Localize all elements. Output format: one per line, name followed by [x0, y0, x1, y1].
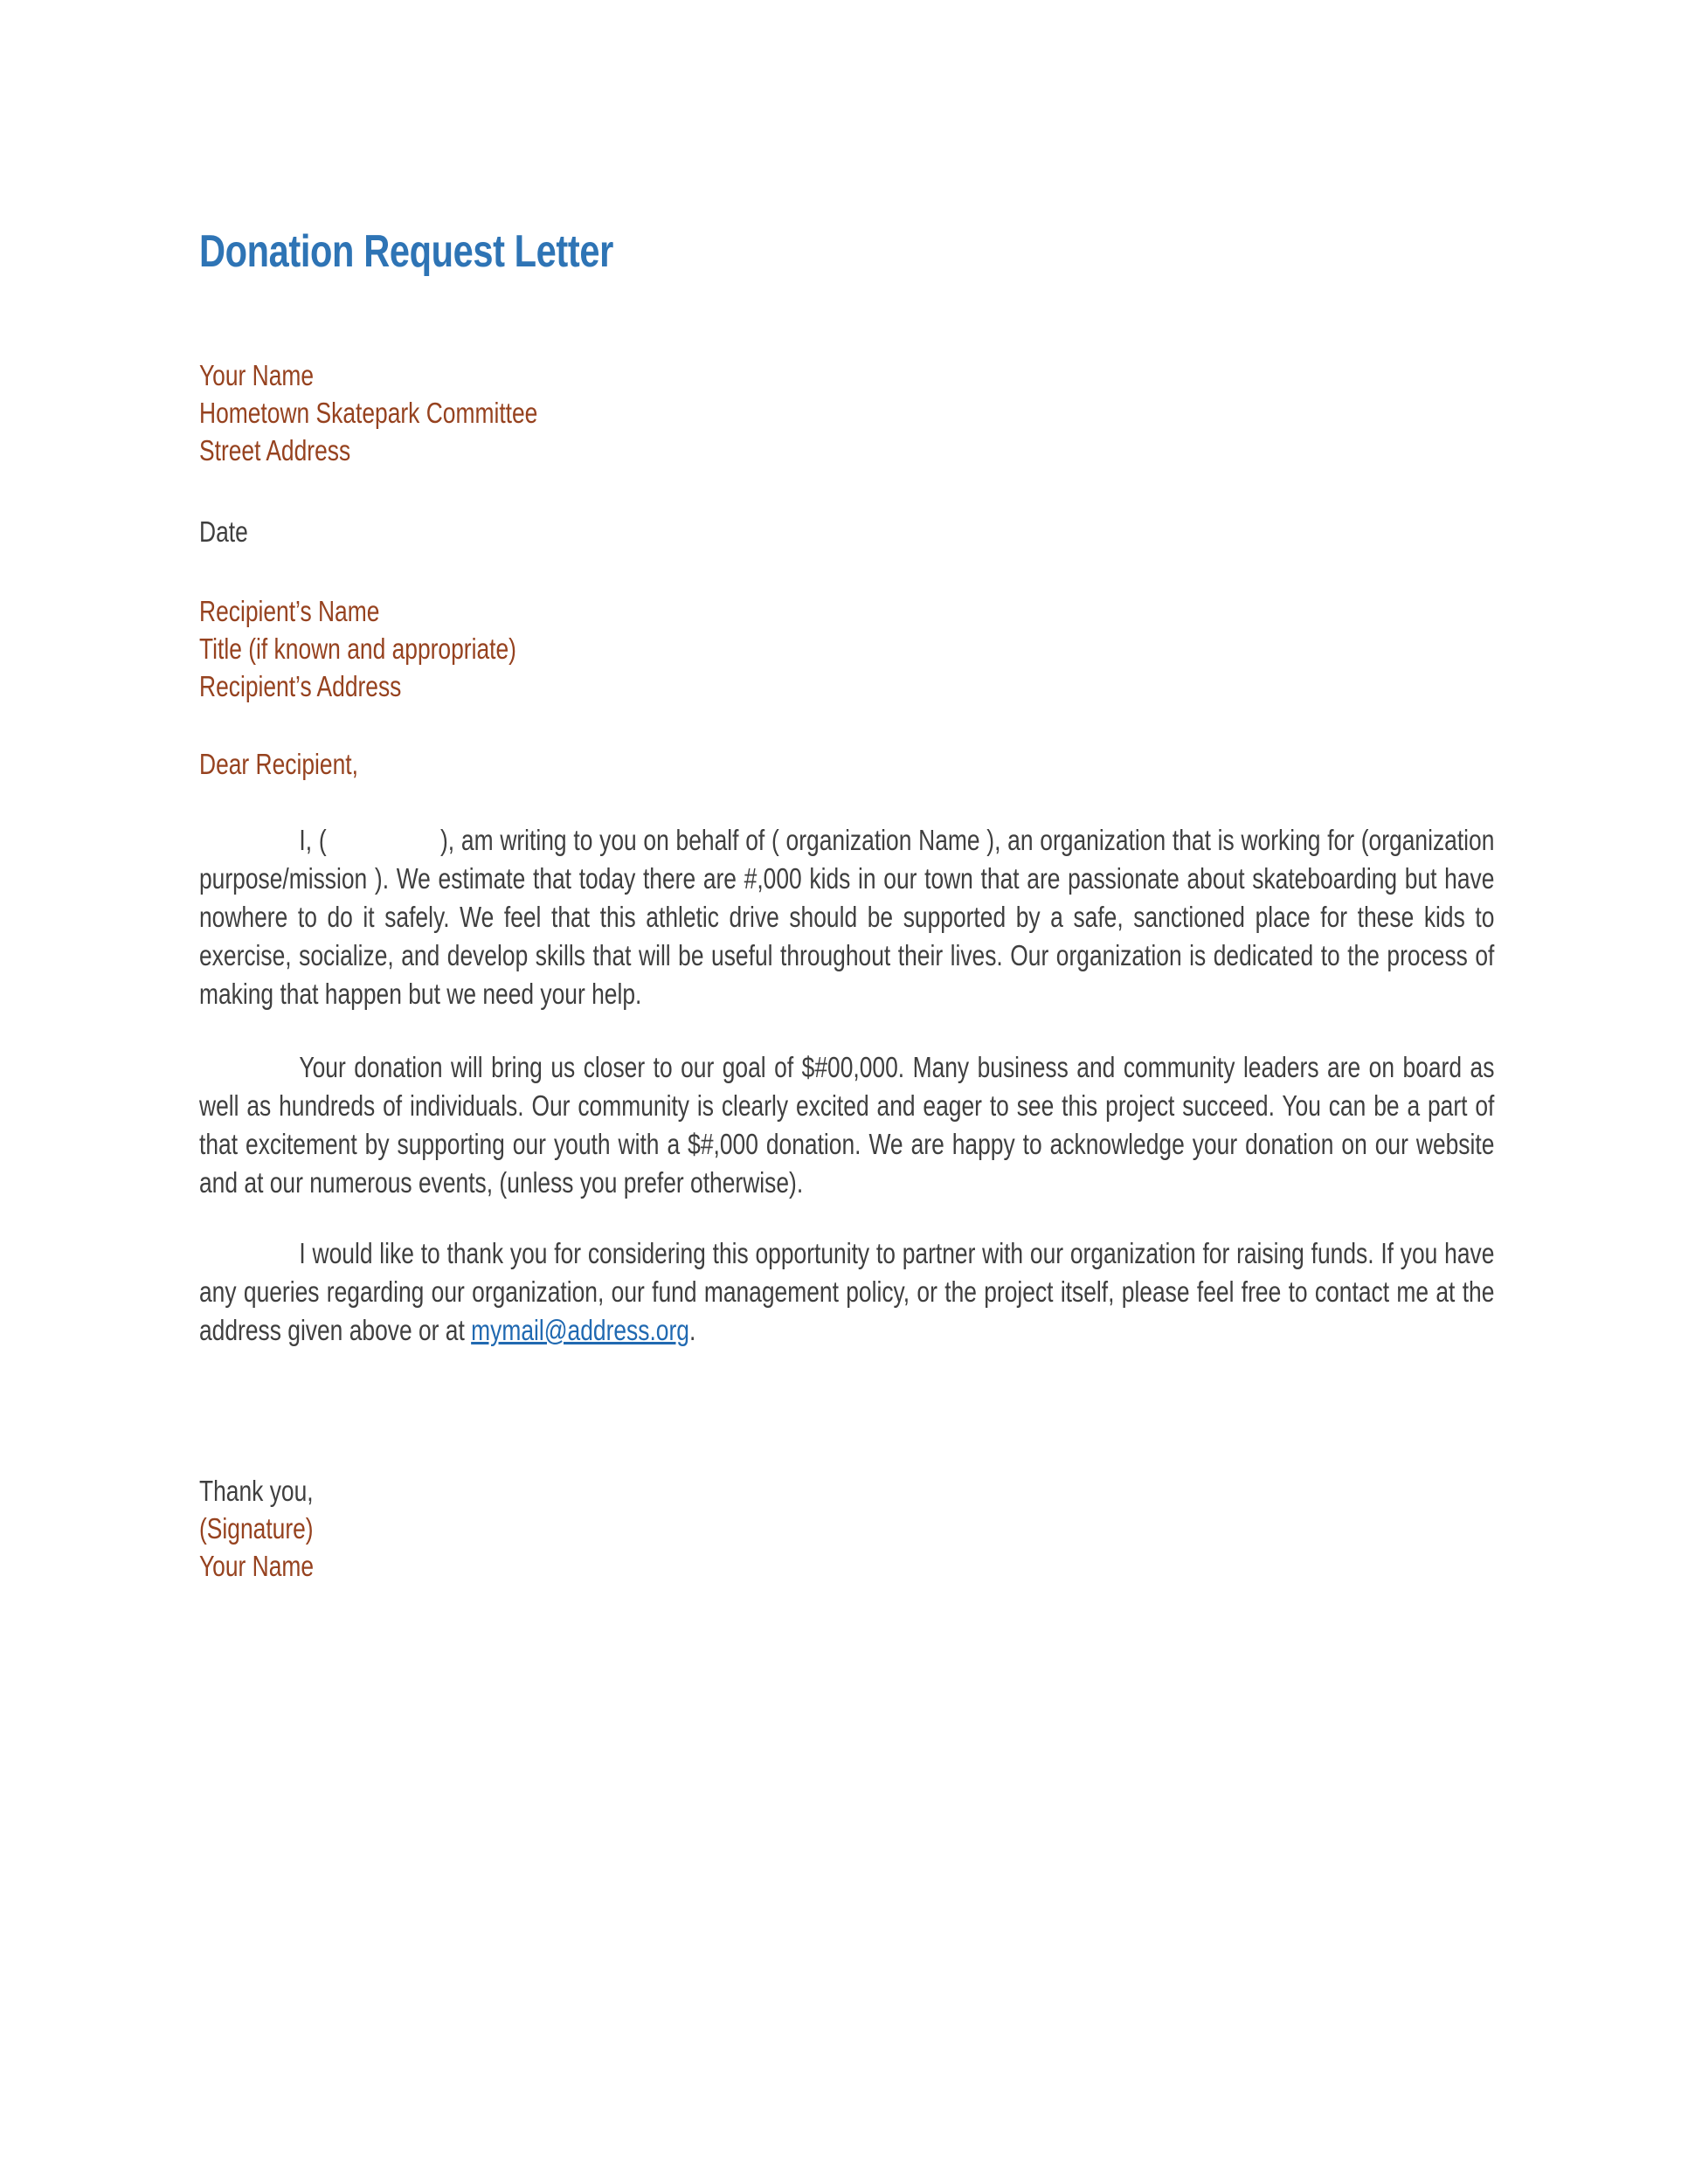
recipient-address-line: Recipient’s Address — [199, 670, 402, 702]
signature-placeholder-line: (Signature) — [199, 1512, 314, 1545]
salutation: Dear Recipient, — [199, 748, 358, 780]
closing-your-name-line: Your Name — [199, 1550, 315, 1582]
sender-block — [199, 356, 1494, 469]
recipient-title-line: Title (if known and appropriate) — [199, 632, 516, 665]
body-paragraph-1 — [199, 821, 1494, 1013]
page-title: Donation Request Letter — [199, 226, 613, 277]
closing-block — [199, 1472, 1494, 1585]
paragraph-1-text: ), am writing to you on behalf of ( organization Name ), an organization that is working for (organization purpose/mission ). We estimate that today there are #,000 kids in our town that are passionate about skateboarding but have nowhere to do it safely. We feel that this athletic drive should be supported by a safe, sanctioned place for these kids to exercise, socialize, and develop skills that will be useful throughout their lives. Our organization is dedicated to the process of making that happen but we need your help. — [199, 824, 1495, 1010]
recipient-name-line: Recipient’s Name — [199, 595, 380, 627]
paragraph-3-period: . — [688, 1314, 696, 1346]
sender-name-line: Your Name — [199, 359, 315, 391]
email-link[interactable]: mymail@address.org — [471, 1314, 689, 1346]
closing-thank-you-line: Thank you, — [199, 1475, 314, 1507]
body-paragraph-3 — [199, 1234, 1494, 1350]
blank-name-space — [327, 849, 440, 850]
sender-organization-line: Hometown Skatepark Committee — [199, 397, 538, 429]
paragraph-1-intro: I, ( — [299, 824, 327, 856]
sender-street-address-line: Street Address — [199, 434, 351, 467]
body-paragraph-2: Your donation will bring us closer to our goal of $#00,000. Many business and community leaders are on board as well as hundreds of individuals. Our community is clearly excited and eager to see this project succeed. You can be a part of that excitement by supporting our youth with a $#,000 donation. We are happy to acknowledge your donation on our website and at our numerous events, (unless you prefer otherwise). — [199, 1051, 1495, 1199]
recipient-block — [199, 592, 1494, 705]
date-placeholder: Date — [199, 515, 248, 548]
paragraph-3-text: I would like to thank you for considering this opportunity to partner with our organization for raising funds. If you have any queries regarding our organization, our fund management policy, or the project itself, please feel free to contact me at the address given above or at — [199, 1237, 1495, 1346]
